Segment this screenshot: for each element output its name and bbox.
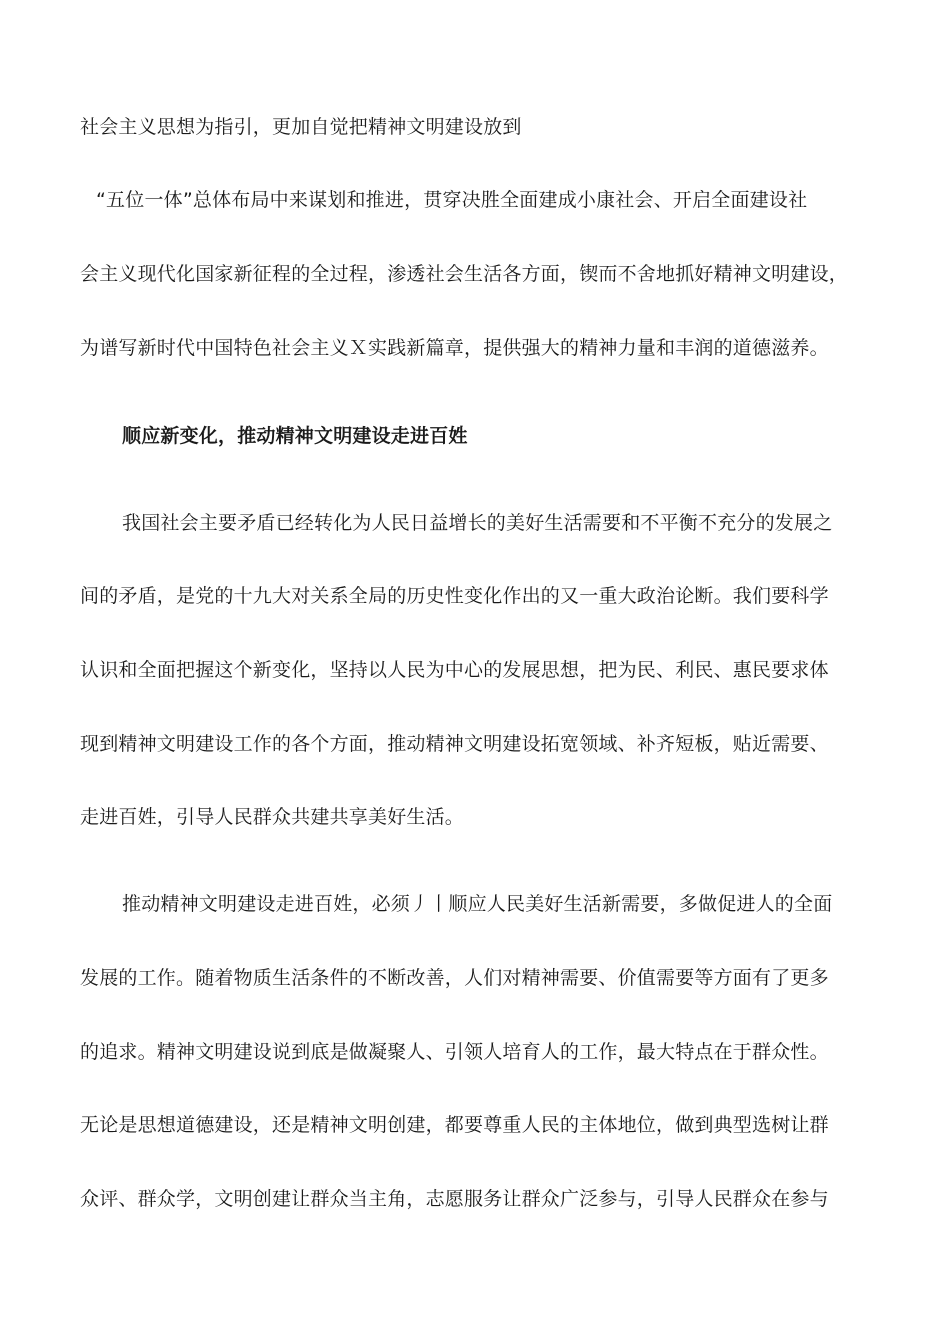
- paragraph-1-line-3: 会主义现代化国家新征程的全过程，渗透社会生活各方面，锲而不舍地抓好精神文明建设，: [80, 263, 849, 285]
- paragraph-2-line-1: 我国社会主要矛盾已经转化为人民日益增长的美好生活需要和不平衡不充分的发展之: [122, 512, 833, 534]
- paragraph-3-line-4: 无论是思想道德建设，还是精神文明创建，都要尊重人民的主体地位，做到典型选树让群: [80, 1114, 829, 1136]
- paragraph-3-line-5: 众评、群众学，文明创建让群众当主角，志愿服务让群众广泛参与，引导人民群众在参与: [80, 1188, 829, 1210]
- paragraph-1-line-1: 社会主义思想为指引，更加自觉把精神文明建设放到: [80, 116, 522, 138]
- paragraph-2-line-5: 走进百姓，引导人民群众共建共享美好生活。: [80, 806, 465, 828]
- section-heading: 顺应新变化，推动精神文明建设走进百姓: [122, 425, 468, 447]
- paragraph-2-line-3: 认识和全面把握这个新变化，坚持以人民为中心的发展思想，把为民、利民、惠民要求体: [80, 659, 829, 681]
- paragraph-2-line-2: 间的矛盾，是党的十九大对关系全局的历史性变化作出的又一重大政治论断。我们要科学: [80, 585, 829, 607]
- paragraph-3-line-1: 推动精神文明建设走进百姓，必须丿丨顺应人民美好生活新需要，多做促进人的全面: [122, 893, 833, 915]
- paragraph-2-line-4: 现到精神文明建设工作的各个方面，推动精神文明建设拓宽领域、补齐短板，贴近需要、: [80, 733, 829, 755]
- paragraph-1-line-2: “五位一体”总体布局中来谋划和推进，贯穿决胜全面建成小康社会、开启全面建设社: [96, 189, 808, 211]
- paragraph-3-line-2: 发展的工作。随着物质生活条件的不断改善，人们对精神需要、价值需要等方面有了更多: [80, 967, 829, 989]
- paragraph-1-line-4: 为谱写新时代中国特色社会主义Ｘ实践新篇章，提供强大的精神力量和丰润的道德滋养。: [80, 337, 829, 359]
- paragraph-3-line-3: 的追求。精神文明建设说到底是做凝聚人、引领人培育人的工作，最大特点在于群众性。: [80, 1041, 829, 1063]
